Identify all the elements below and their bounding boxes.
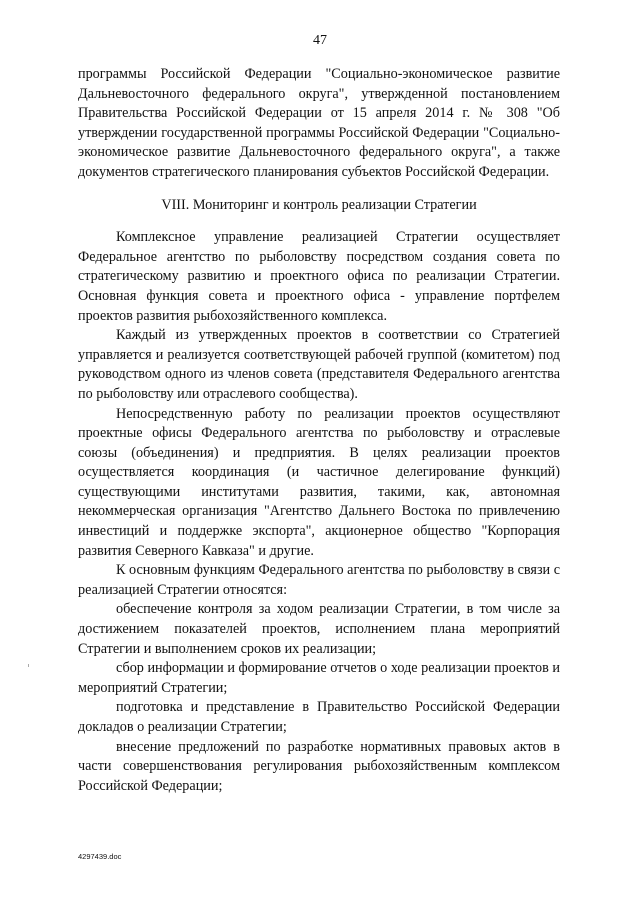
paragraph-project-management: Каждый из утвержденных проектов в соответствии со Стратегией управляется и реализуется соответствующей рабочей группой (комитетом) под руководством одного из членов совета (представителя Федерального агентства по рыболовству или отраслевого сообщества). (78, 327, 560, 402)
page-number: 47 (313, 33, 327, 48)
list-item-control: обеспечение контроля за ходом реализации Стратегии, в том числе за достижением показателей проектов, исполнением плана мероприятий Стратегии и выполнением сроков их реализации; (78, 601, 560, 657)
paragraph-direct-work: Непосредственную работу по реализации проектов осуществляют проектные офисы Федерального агентства по рыболовству и отраслевые союзы (объединения) и предприятия. В целях реализации проектов осуществляется координация (и частичное делегирование функций) существующими институтами развития, такими, как, автономная некоммерческая организация "Агентство Дальнего Востока по привлечению инвестиций и поддержке экспорта", акционерное общество "Корпорация развития Северного Кавказа" и другие. (78, 405, 560, 559)
paragraph-program-continuation: программы Российской Федерации "Социально-экономическое развитие Дальневосточного федерального округа", утвержденной постановлением Правительства Российской Федерации от 15 апреля 2014 г. № 308 "Об утверждении государственной программы Российской Федерации "Социально-экономическое развитие Дальневосточного федерального округа", а также документов стратегического планирования субъектов Российской Федерации. (78, 66, 560, 180)
paragraph-complex-management: Комплексное управление реализацией Стратегии осуществляет Федеральное агентство по рыболовству посредством создания совета по стратегическому развитию и проектного офиса по реализации Стратегии. Основная функция совета и проектного офиса - управление портфелем проектов развития рыбохозяйственного комплекса. (78, 229, 560, 324)
list-item-regulation-proposals: внесение предложений по разработке нормативных правовых актов в части совершенствования регулирования рыбохозяйственным комплексом Российской Федерации; (78, 738, 560, 794)
file-name: 4297439.doc (78, 852, 122, 861)
list-item-government-reports: подготовка и представление в Правительство Российской Федерации докладов о реализации Стратегии; (78, 699, 560, 735)
paragraph-main-functions-intro: К основным функциям Федерального агентства по рыболовству в связи с реализацией Стратегии относятся: (78, 562, 560, 598)
document-body (78, 65, 560, 796)
list-item-reporting: сбор информации и формирование отчетов о ходе реализации проектов и мероприятий Стратегии; (78, 660, 560, 696)
margin-mark (28, 664, 29, 667)
section-heading: VIII. Мониторинг и контроль реализации Стратегии (161, 196, 477, 213)
